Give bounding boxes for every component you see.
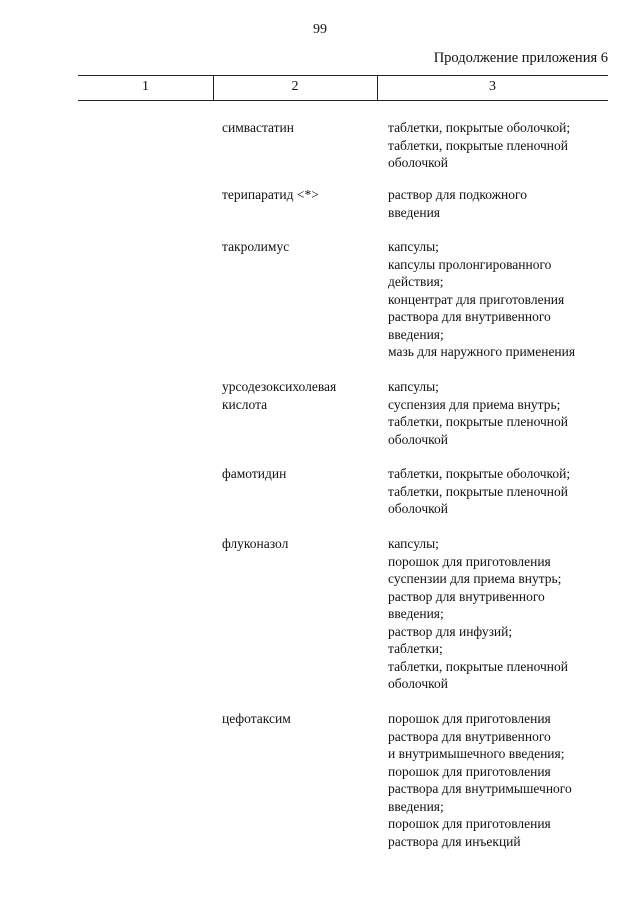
drug-name-line: терипаратид <*> — [222, 187, 319, 202]
column-header-3: 3 — [489, 79, 496, 94]
dosage-form-line: таблетки, покрытые оболочкой; — [388, 466, 571, 481]
dosage-form-line: введения; — [388, 606, 444, 621]
dosage-forms — [388, 535, 623, 693]
drug-name — [222, 710, 372, 728]
drug-name — [222, 378, 372, 413]
continuation-label: Продолжение приложения 6 — [433, 50, 608, 66]
table-header — [78, 75, 608, 101]
column-header-2: 2 — [291, 79, 299, 94]
dosage-forms — [388, 119, 623, 172]
dosage-form-line: и внутримышечного введения; — [388, 746, 565, 761]
dosage-form-line: порошок для приготовления — [388, 763, 551, 779]
dosage-forms — [388, 710, 623, 850]
dosage-form-line: концентрат для приготовления — [388, 291, 565, 307]
dosage-form-line: действия; — [388, 274, 444, 289]
drug-name — [222, 119, 372, 137]
dosage-form-line: оболочкой — [388, 155, 448, 170]
dosage-forms — [388, 238, 623, 361]
dosage-form-line: капсулы; — [388, 239, 439, 254]
drug-name — [222, 535, 372, 553]
dosage-form-line: введения — [388, 204, 441, 220]
drug-name-line: симвастатин — [222, 120, 294, 135]
dosage-form-line: таблетки, покрытые пленочной — [388, 414, 569, 429]
dosage-form-line: суспензия для приема внутрь; — [388, 396, 561, 412]
dosage-forms — [388, 465, 623, 518]
drug-name — [222, 186, 372, 204]
drug-name-line: такролимус — [222, 239, 290, 254]
dosage-forms — [388, 378, 623, 448]
dosage-form-line: капсулы; — [388, 536, 439, 551]
dosage-form-line: таблетки, покрытые пленочной — [388, 137, 569, 153]
dosage-form-line: таблетки, покрытые пленочной — [388, 483, 569, 499]
dosage-form-line: раствор для инфузий; — [388, 623, 513, 639]
dosage-form-line: таблетки, покрытые пленочной — [388, 658, 569, 674]
column-header-1: 1 — [142, 79, 149, 94]
drug-name-line: фамотидин — [222, 466, 287, 481]
drug-name-line: флуконазол — [222, 536, 289, 551]
dosage-form-line: мазь для наружного применения — [388, 344, 576, 359]
drug-name-line: цефотаксим — [222, 711, 291, 726]
dosage-form-line: порошок для приготовления — [388, 711, 551, 726]
dosage-form-line: порошок для приготовления — [388, 816, 551, 831]
dosage-form-line: оболочкой — [388, 431, 448, 447]
dosage-form-line: таблетки, покрытые оболочкой; — [388, 120, 571, 135]
drug-name — [222, 238, 372, 256]
dosage-form-line: раствора для внутримышечного — [388, 781, 572, 796]
dosage-form-line: раствора для инъекций — [388, 833, 521, 849]
drug-name-line: кислота — [222, 396, 268, 412]
page-number: 99 — [313, 22, 327, 37]
dosage-form-line: введения; — [388, 798, 444, 814]
dosage-form-line: капсулы; — [388, 379, 439, 394]
dosage-form-line: раствора для внутривенного — [388, 728, 551, 744]
dosage-form-line: суспензии для приема внутрь; — [388, 571, 562, 586]
dosage-form-line: раствора для внутривенного — [388, 309, 551, 324]
dosage-form-line: капсулы пролонгированного — [388, 256, 552, 272]
dosage-form-line: оболочкой — [388, 676, 448, 691]
drug-name — [222, 465, 372, 483]
dosage-form-line: введения; — [388, 326, 444, 342]
dosage-form-line: порошок для приготовления — [388, 553, 551, 569]
dosage-form-line: раствор для внутривенного — [388, 588, 545, 604]
drug-name-line: урсодезоксихолевая — [222, 379, 337, 394]
dosage-form-line: раствор для подкожного — [388, 187, 527, 202]
dosage-form-line: таблетки; — [388, 641, 443, 656]
dosage-forms — [388, 186, 623, 221]
dosage-form-line: оболочкой — [388, 501, 448, 516]
